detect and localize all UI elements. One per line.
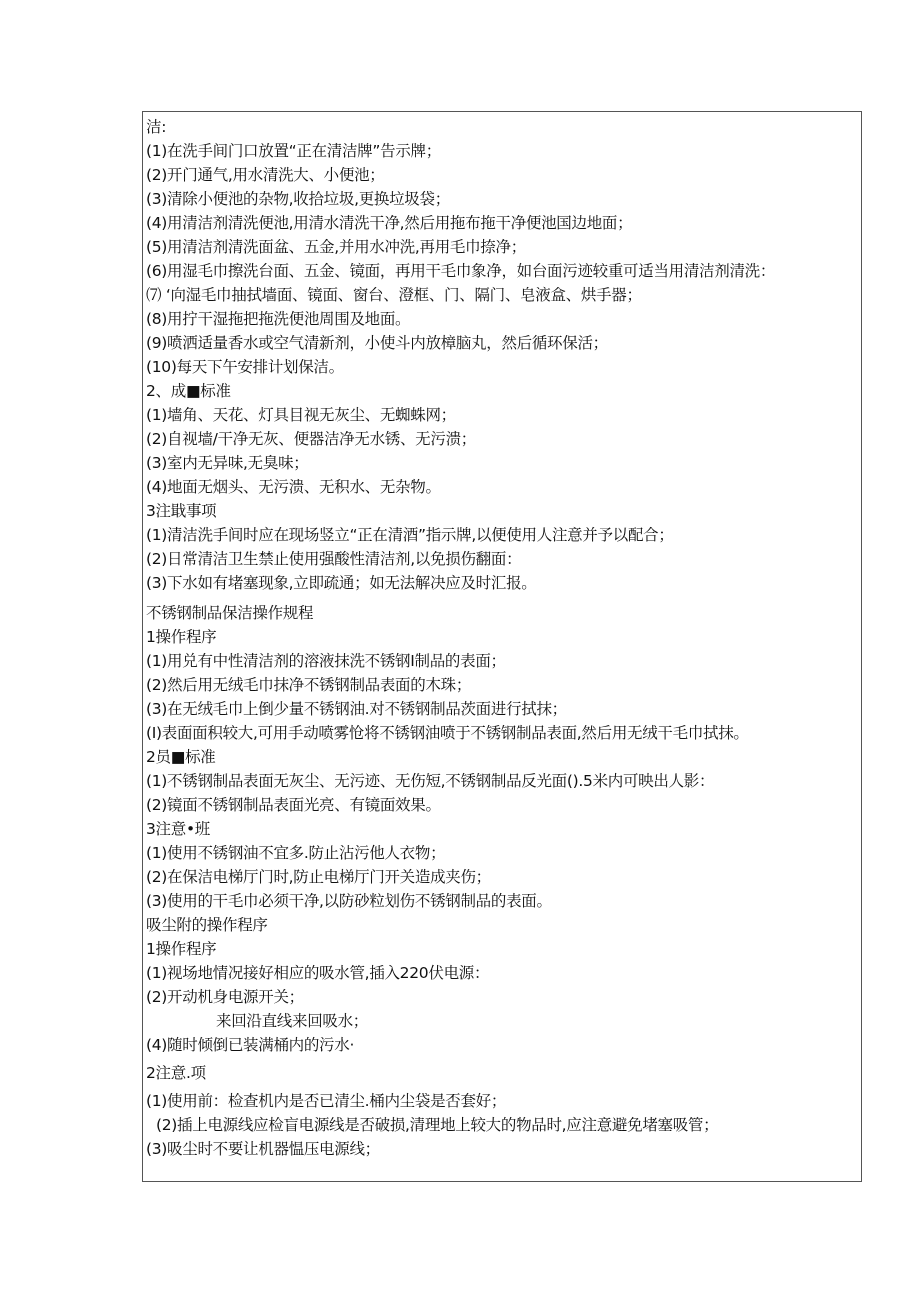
text-line: (2)在保洁电梯厅门时,防止电梯厅门开关造成夹伤； [146, 868, 491, 886]
text-line: (2)自视墙/干净无灰、便器洁净无水锈、无污溃； [146, 430, 476, 448]
text-line: (3)室内无异味,无臭味； [146, 454, 309, 472]
text-line: 洁: [146, 118, 167, 136]
text-line: (2)镜面不锈钢制品表面光亮、有镜面效果。 [146, 796, 441, 814]
text-line: (1)视场地情况接好相应的吸水管,插入220伏电源： [146, 964, 490, 982]
text-line: ⑺ ‘向湿毛巾抽拭墙面、镜面、窗台、澄框、门、隔门、皂液盒、烘手器； [146, 286, 642, 304]
text-line: (8)用拧干湿拖把拖洗便池周围及地面。 [146, 310, 411, 328]
text-line: (4)地面无烟头、无污溃、无积水、无杂物。 [146, 478, 441, 496]
text-line: (1)使用前：检查机内是否已清尘.桶内尘袋是否套好； [146, 1092, 507, 1110]
text-line: (9)喷洒适量香水或空气清新剂，小使斗内放樟脑丸，然后循环保活； [146, 334, 608, 352]
section-heading: 2注意.项 [146, 1064, 206, 1082]
text-line: (2)插上电源线应检盲电源线是否破损,清理地上较大的物品时,应注意避免堵塞吸管； [156, 1116, 719, 1134]
text-line: (3)使用的干毛巾必须干净,以防砂粒划伤不锈钢制品的表面。 [146, 892, 552, 910]
text-line: (3)下水如有堵塞现象,立即疏通；如无法解决应及时汇报。 [146, 574, 537, 592]
text-line: (3)清除小便池的杂物,收拾垃圾,更换垃圾袋； [146, 190, 450, 208]
document-heading: 不锈钢制品保洁操作规程 [146, 604, 314, 622]
text-line: (2)开门通气,用水清洗大、小便池； [146, 166, 385, 184]
text-line: (3)吸尘时不要让机器愠压电源线； [146, 1140, 380, 1158]
section-heading: 1操作程序 [146, 940, 217, 958]
text-line: (4)用清洁剂清洗便池,用清水清洗干净,然后用拖布拖干净便池国边地面； [146, 214, 633, 232]
section-heading: 3注戢事项 [146, 502, 217, 520]
text-line: (10)每天下午安排计划保洁。 [146, 358, 344, 376]
text-line: (1)清洁洗手间时应在现场竖立“正在清酒”指示牌,以便使用人注意并予以配合； [146, 526, 674, 544]
text-line: (1)使用不锈钢油不宜多.防止沾污他人衣物； [146, 844, 446, 862]
text-line: (1)在洗手间门口放置“正在清洁牌”告示牌； [146, 142, 441, 160]
document-table-cell [142, 111, 862, 1182]
text-line: (1)用兑有中性清洁剂的溶液抹洗不锈钢I制品的表面； [146, 652, 506, 670]
text-line: (5)用清洁剂清洗面盆、五金,并用水冲洗,再用毛巾捺净； [146, 238, 526, 256]
text-line: (2)日常清洁卫生禁止使用强酸性清洁剂,以免损伤翻面： [146, 550, 522, 568]
section-heading: 2、成■标准 [146, 382, 231, 400]
text-line: 来回沿直线来回吸水； [216, 1012, 369, 1030]
text-line: (3)在无绒毛巾上倒少量不锈钢油.对不锈钢制品茨面进行拭抹； [146, 700, 567, 718]
text-line: (1)不锈钢制品表面无灰尘、无污迹、无伤短,不锈钢制品反光面().5米内可映出人影： [146, 772, 715, 790]
text-line: (2)然后用无绒毛巾抹净不锈钢制品表面的木珠； [146, 676, 472, 694]
section-heading: 2员■标准 [146, 748, 216, 766]
text-line: (1)墙角、天花、灯具目视无灰尘、无蜘蛛网； [146, 406, 456, 424]
text-line: (4)随时倾倒已装满桶内的污水· [146, 1036, 355, 1054]
text-line: (I)表面面积较大,可用手动喷雾怆将不锈钢油喷于不锈钢制品表面,然后用无绒干毛巾拭抹。 [146, 724, 749, 742]
section-heading: 3注意•班 [146, 820, 211, 838]
text-line: (6)用湿毛巾擦洗台面、五金、镜面，再用干毛巾象净，如台面污迹较重可适当用清洁剂清洗： [146, 262, 776, 280]
text-line: (2)开动机身电源开关； [146, 988, 304, 1006]
document-heading: 吸尘附的操作程序 [146, 916, 268, 934]
section-heading: 1操作程序 [146, 628, 217, 646]
